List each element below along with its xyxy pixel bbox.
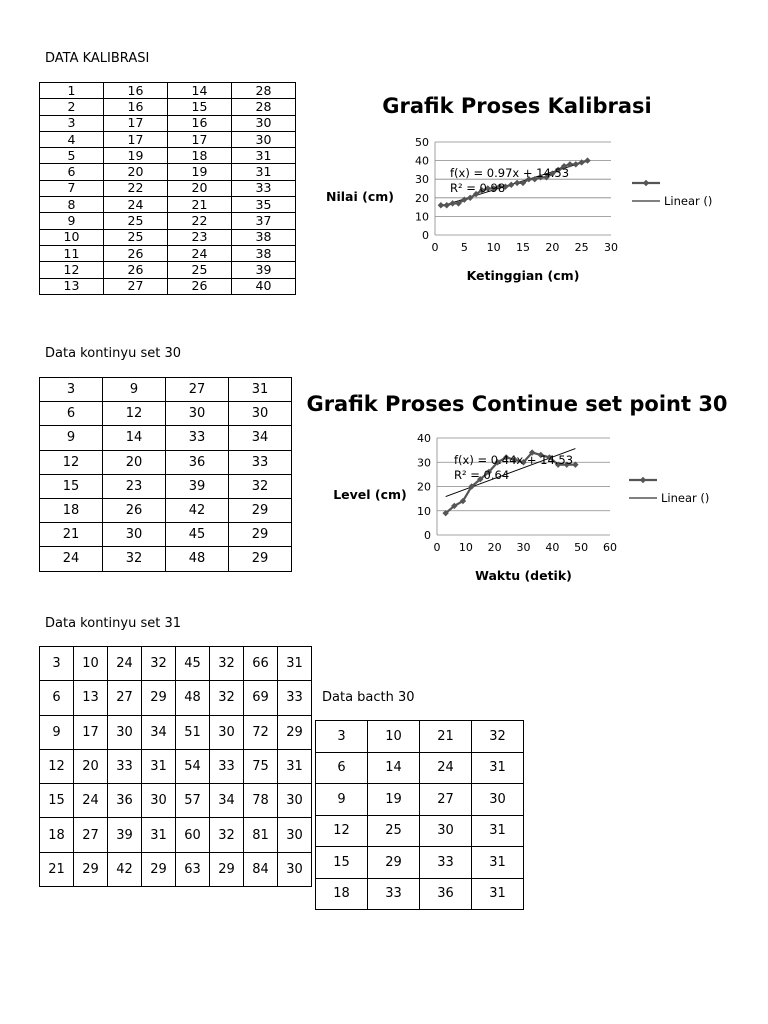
table-cell: 7 [40,180,104,196]
table-cell: 29 [278,715,312,749]
table-cell: 20 [103,450,166,474]
table-cell: 15 [168,99,232,115]
table-row [40,681,312,715]
table-cell: 27 [108,681,142,715]
data-point [444,202,450,208]
table-cell: 33 [108,749,142,783]
table-row [40,115,296,131]
table-row [40,818,312,852]
table-cell: 18 [40,818,74,852]
table-cell: 3 [40,378,103,402]
table-row [316,878,524,910]
table-cell: 48 [166,547,229,571]
table-cell: 6 [316,752,368,784]
table-row [40,213,296,229]
x-tick-label: 0 [433,541,441,554]
table-row [40,498,292,522]
table-cell: 42 [108,852,142,886]
table-cell: 27 [420,784,472,816]
table-row [40,647,312,681]
table-cell: 12 [40,749,74,783]
table-row [40,852,312,886]
table-cell: 17 [104,131,168,147]
table-cell: 38 [232,229,296,245]
table-cell: 30 [278,852,312,886]
table-cell: 15 [40,784,74,818]
table-cell: 29 [142,852,176,886]
y-axis-label: Nilai (cm) [326,189,394,204]
chart1-title: Grafik Proses Kalibrasi [382,94,652,118]
table-cell: 33 [166,426,229,450]
kalibrasi-table [39,82,296,295]
x-tick-label: 20 [487,541,502,554]
table-cell: 33 [278,681,312,715]
x-tick-label: 30 [516,541,531,554]
table-row [40,474,292,498]
table-cell: 25 [368,815,420,847]
table-cell: 28 [232,99,296,115]
table-cell: 78 [244,784,278,818]
x-tick-label: 40 [545,541,560,554]
table-cell: 35 [232,197,296,213]
table-row [40,715,312,749]
x-tick-label: 10 [458,541,473,554]
kontinyu31-table [39,646,312,887]
table-cell: 30 [108,715,142,749]
table-row [40,523,292,547]
table-cell: 3 [40,115,104,131]
table-cell: 33 [420,847,472,879]
table-cell: 32 [210,681,244,715]
chart2-title: Grafik Proses Continue set point 30 [306,392,728,416]
table-cell: 29 [210,852,244,886]
table-cell: 20 [168,180,232,196]
table-cell: 63 [176,852,210,886]
x-tick-label: 60 [603,541,617,554]
table-cell: 31 [472,878,524,910]
r-squared: R² = 0.64 [454,468,510,482]
x-tick-label: 20 [545,241,560,254]
table-cell: 32 [229,474,292,498]
y-tick-label: 50 [415,136,429,149]
table-cell: 29 [368,847,420,879]
table-cell: 17 [168,131,232,147]
table-cell: 33 [368,878,420,910]
table-cell: 69 [244,681,278,715]
table-cell: 20 [104,164,168,180]
table-cell: 6 [40,681,74,715]
table-cell: 26 [104,262,168,278]
table-cell: 28 [232,83,296,99]
table-row [40,378,292,402]
table-cell: 3 [316,721,368,753]
table-row [316,752,524,784]
table-cell: 31 [142,818,176,852]
table-cell: 31 [278,749,312,783]
table-cell: 31 [472,847,524,879]
x-tick-label: 10 [486,241,501,254]
table-cell: 25 [104,213,168,229]
table-cell: 21 [420,721,472,753]
table-cell: 13 [40,278,104,294]
x-axis-label: Waktu (detik) [475,568,572,583]
table-cell: 29 [229,547,292,571]
table-cell: 19 [104,148,168,164]
table-cell: 51 [176,715,210,749]
table-cell: 9 [40,426,103,450]
table-cell: 10 [74,647,108,681]
table-cell: 81 [244,818,278,852]
table-cell: 30 [232,131,296,147]
table-cell: 30 [278,784,312,818]
table-row [40,784,312,818]
calibration-chart [320,130,730,290]
table-cell: 21 [40,852,74,886]
table-cell: 36 [108,784,142,818]
table-cell: 31 [472,815,524,847]
table-cell: 25 [104,229,168,245]
table-row [40,426,292,450]
table-row [316,784,524,816]
table-cell: 39 [108,818,142,852]
table-cell: 32 [210,647,244,681]
table-cell: 31 [142,749,176,783]
y-tick-label: 40 [415,154,429,168]
table-cell: 21 [40,523,103,547]
table-cell: 19 [368,784,420,816]
table-cell: 30 [420,815,472,847]
kontinyu30-table [39,377,292,572]
table-cell: 31 [232,164,296,180]
table-cell: 34 [142,715,176,749]
table-cell: 33 [210,749,244,783]
table-cell: 36 [420,878,472,910]
data-point [573,161,579,167]
table-cell: 24 [40,547,103,571]
table-cell: 33 [232,180,296,196]
y-tick-label: 20 [415,191,429,205]
trend-equation: f(x) = 0.44x + 14.53 [454,453,574,467]
table-row [40,131,296,147]
table-row [40,99,296,115]
table-cell: 15 [316,847,368,879]
table-cell: 26 [103,498,166,522]
table-cell: 33 [229,450,292,474]
table-cell: 24 [168,245,232,261]
table-cell: 13 [74,681,108,715]
table-cell: 6 [40,402,103,426]
table-cell: 75 [244,749,278,783]
r-squared: R² = 0.98 [450,181,506,195]
table-cell: 45 [176,647,210,681]
y-tick-label: 30 [415,173,429,187]
table-cell: 29 [142,681,176,715]
table-row [40,450,292,474]
table-cell: 4 [40,131,104,147]
table-cell: 38 [232,245,296,261]
table-cell: 24 [74,784,108,818]
data-point [508,182,514,188]
legend-linear-label: Linear () [661,491,710,505]
table-cell: 30 [232,115,296,131]
table-cell: 30 [229,402,292,426]
trend-equation: f(x) = 0.97x + 14.53 [450,166,570,180]
table-cell: 27 [104,278,168,294]
table-cell: 18 [316,878,368,910]
table-row [316,815,524,847]
x-tick-label: 15 [516,241,530,254]
table-cell: 18 [40,498,103,522]
table-cell: 15 [40,474,103,498]
table-cell: 9 [40,715,74,749]
table-cell: 45 [166,523,229,547]
table-cell: 22 [104,180,168,196]
table-cell: 29 [74,852,108,886]
table-cell: 37 [232,213,296,229]
table-cell: 40 [232,278,296,294]
table-cell: 34 [210,784,244,818]
x-tick-label: 0 [431,241,439,254]
table-cell: 12 [40,262,104,278]
table-cell: 27 [74,818,108,852]
table-cell: 16 [168,115,232,131]
table-cell: 30 [142,784,176,818]
table-row [316,721,524,753]
table-cell: 29 [229,498,292,522]
table-cell: 2 [40,99,104,115]
table-cell: 23 [103,474,166,498]
table-cell: 9 [40,213,104,229]
table-row [40,197,296,213]
table-cell: 19 [168,164,232,180]
table-cell: 10 [368,721,420,753]
table-cell: 31 [232,148,296,164]
table-cell: 32 [472,721,524,753]
table-cell: 30 [472,784,524,816]
table-row [40,164,296,180]
table-cell: 10 [40,229,104,245]
table-cell: 30 [210,715,244,749]
table-cell: 6 [40,164,104,180]
legend-linear-label: Linear () [664,194,713,208]
data-point [514,180,520,186]
table-cell: 16 [104,83,168,99]
table-cell: 14 [368,752,420,784]
batch30-table [315,720,524,910]
table-row [40,83,296,99]
batch30-label: Data bacth 30 [322,690,415,705]
table-cell: 39 [166,474,229,498]
table-row [40,547,292,571]
table-row [40,402,292,426]
table-cell: 3 [40,647,74,681]
table-cell: 30 [278,818,312,852]
table-cell: 11 [40,245,104,261]
table-cell: 34 [229,426,292,450]
kontinyu31-label: Data kontinyu set 31 [45,616,181,631]
y-tick-label: 10 [415,210,429,224]
table-cell: 24 [104,197,168,213]
table-row [40,262,296,278]
kontinyu30-label: Data kontinyu set 30 [45,346,181,361]
legend-series-marker [640,477,646,483]
table-cell: 16 [104,99,168,115]
table-cell: 66 [244,647,278,681]
table-cell: 30 [166,402,229,426]
table-cell: 1 [40,83,104,99]
continue-chart [325,427,725,587]
table-cell: 25 [168,262,232,278]
table-cell: 24 [420,752,472,784]
y-axis-label: Level (cm) [333,487,407,502]
table-cell: 32 [103,547,166,571]
table-cell: 9 [103,378,166,402]
kalibrasi-label: DATA KALIBRASI [45,51,150,66]
table-cell: 36 [166,450,229,474]
x-tick-label: 5 [460,241,468,254]
data-point [584,157,590,163]
table-cell: 31 [472,752,524,784]
table-cell: 17 [104,115,168,131]
data-point [438,202,444,208]
table-cell: 20 [74,749,108,783]
table-cell: 18 [168,148,232,164]
y-tick-label: 40 [417,432,431,445]
table-cell: 48 [176,681,210,715]
table-cell: 12 [103,402,166,426]
table-row [40,148,296,164]
table-row [40,278,296,294]
table-cell: 30 [103,523,166,547]
table-cell: 57 [176,784,210,818]
table-cell: 27 [166,378,229,402]
table-cell: 23 [168,229,232,245]
y-tick-label: 0 [422,229,429,242]
table-cell: 22 [168,213,232,229]
table-row [40,245,296,261]
table-cell: 31 [229,378,292,402]
table-cell: 32 [210,818,244,852]
data-point [449,200,455,206]
table-cell: 14 [103,426,166,450]
table-cell: 21 [168,197,232,213]
table-cell: 14 [168,83,232,99]
table-cell: 84 [244,852,278,886]
table-row [40,749,312,783]
x-axis-label: Ketinggian (cm) [466,268,580,283]
table-cell: 17 [74,715,108,749]
y-tick-label: 10 [417,504,431,518]
x-tick-label: 50 [574,541,589,554]
table-cell: 12 [316,815,368,847]
y-tick-label: 20 [417,480,431,494]
table-cell: 54 [176,749,210,783]
table-row [40,180,296,196]
table-cell: 32 [142,647,176,681]
table-cell: 24 [108,647,142,681]
table-cell: 29 [229,523,292,547]
table-cell: 26 [168,278,232,294]
table-cell: 31 [278,647,312,681]
table-cell: 9 [316,784,368,816]
table-cell: 5 [40,148,104,164]
table-row [40,229,296,245]
legend-series-marker [643,180,649,186]
table-cell: 39 [232,262,296,278]
table-cell: 26 [104,245,168,261]
table-cell: 42 [166,498,229,522]
x-tick-label: 25 [574,241,589,254]
table-cell: 72 [244,715,278,749]
table-cell: 8 [40,197,104,213]
table-row [316,847,524,879]
table-cell: 12 [40,450,103,474]
table-cell: 60 [176,818,210,852]
x-tick-label: 30 [604,241,618,254]
y-tick-label: 30 [417,456,431,470]
y-tick-label: 0 [424,529,431,542]
